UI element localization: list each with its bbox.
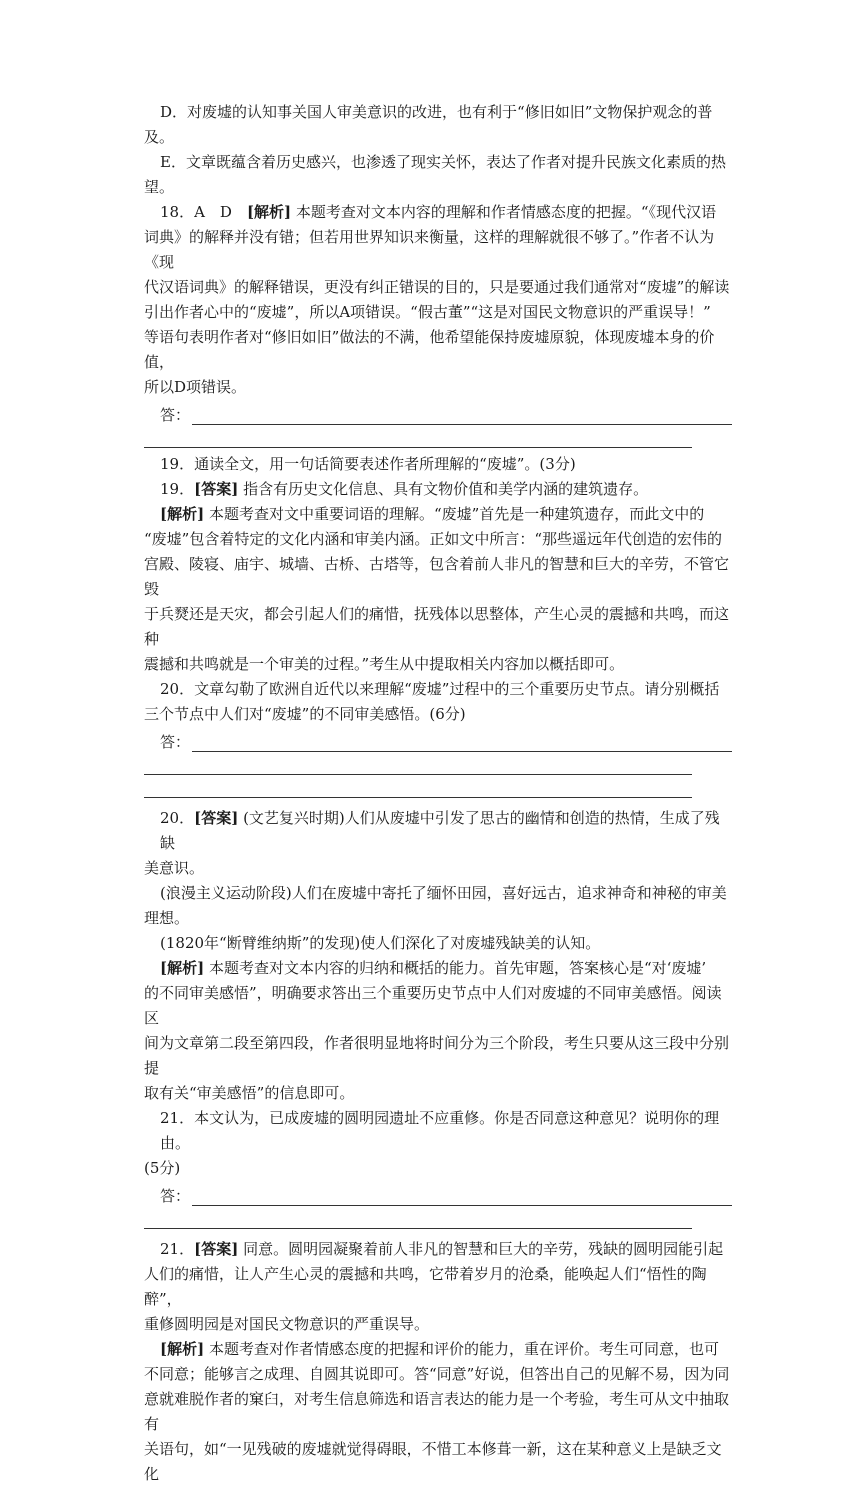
question-20-line2: 三个节点中人们对“废墟”的不同审美感悟。(6分) <box>144 705 466 723</box>
analysis-19-line3: 宫殿、陵寝、庙宇、城墙、古桥、古塔等，包含着前人非凡的智慧和巨大的辛劳，不管它毁 <box>144 555 730 598</box>
analysis-19-line2: “废墟”包含着特定的文化内涵和审美内涵。正如文中所言：“那些遥远年代创造的宏伟的 <box>144 530 723 548</box>
answer-label: 答： <box>160 406 191 424</box>
option-d-line1: D．对废墟的认知事关国人审美意识的改进，也有利于“修旧如旧”文物保护观念的普 <box>160 103 713 121</box>
document-body <box>144 100 732 1487</box>
answer-20-line3: (浪漫主义运动阶段)人们在废墟中寄托了缅怀田园，喜好远古，追求神奇和神秘的审美 <box>160 884 727 902</box>
answer-line-21[interactable] <box>160 1181 732 1206</box>
answer-20-line5: (1820年“断臂维纳斯”的发现)使人们深化了对废墟残缺美的认知。 <box>160 934 601 952</box>
answer-21-line3: 重修圆明园是对国民文物意识的严重误导。 <box>144 1315 430 1333</box>
answer-19: 19．[答案] 指含有历史文化信息、具有文物价值和美学内涵的建筑遗存。 <box>160 480 649 498</box>
answer-20-line2: 美意识。 <box>144 859 205 877</box>
answer-blank[interactable] <box>192 410 732 425</box>
analysis-20-line4: 取有关“审美感悟”的信息即可。 <box>144 1084 355 1102</box>
analysis-21-line1: [解析] 本题考查对作者情感态度的把握和评价的能力，重在评价。考生可同意，也可 <box>160 1340 719 1358</box>
answer-blank[interactable] <box>144 1206 692 1229</box>
q18-analysis-line1: 18．A D [解析] 本题考查对文本内容的理解和作者情感态度的把握。“《现代汉语 <box>160 203 717 221</box>
answer-20-line1: 20．[答案] (文艺复兴时期)人们从废墟中引发了思古的幽情和创造的热情，生成了残缺 <box>160 809 720 852</box>
answer-line-18[interactable] <box>160 400 732 425</box>
analysis-21-line2: 不同意；能够言之成理、自圆其说即可。答“同意”好说，但答出自己的见解不易，因为同 <box>144 1365 730 1383</box>
q18-analysis-line6: 所以D项错误。 <box>144 378 247 396</box>
option-d-line2: 及。 <box>144 128 175 146</box>
answer-blank[interactable] <box>192 1191 732 1206</box>
answer-21-line2: 人们的痛惜，让人产生心灵的震撼和共鸣，它带着岁月的沧桑，能唤起人们“悟性的陶醉”， <box>144 1265 707 1308</box>
q18-analysis-line5: 等语句表明作者对“修旧如旧”做法的不满，他希望能保持废墟原貌，体现废墟本身的价值， <box>144 328 715 371</box>
q18-analysis-line3: 代汉语词典》的解释错误，更没有纠正错误的目的，只是要通过我们通常对“废墟”的解读 <box>144 278 730 296</box>
answer-label: 答： <box>160 733 191 751</box>
answer-label: 答： <box>160 1187 191 1205</box>
analysis-21-line3: 意就难脱作者的窠臼，对考生信息筛选和语言表达的能力是一个考验，考生可从文中抽取有 <box>144 1390 730 1433</box>
answer-blank[interactable] <box>192 737 732 752</box>
answer-blank[interactable] <box>144 752 692 775</box>
question-21-line2: (5分) <box>144 1159 181 1177</box>
question-21-line1: 21．本文认为，已成废墟的圆明园遗址不应重修。你是否同意这种意见？说明你的理由。 <box>160 1109 720 1152</box>
question-20-line1: 20．文章勾勒了欧洲自近代以来理解“废墟”过程中的三个重要历史节点。请分别概括 <box>160 680 720 698</box>
question-19: 19．通读全文，用一句话简要表述作者所理解的“废墟”。(3分) <box>160 455 576 473</box>
answer-20-line4: 理想。 <box>144 909 190 927</box>
q18-analysis-line4: 引出作者心中的“废墟”，所以A项错误。“假古董”“这是对国民文物意识的严重误导！” <box>144 303 711 321</box>
q18-analysis-line2: 词典》的解释并没有错；但若用世界知识来衡量，这样的理解就很不够了。”作者不认为《现 <box>144 228 715 271</box>
analysis-19-line4: 于兵燹还是天灾，都会引起人们的痛惜，抚残体以思整体，产生心灵的震撼和共鸣，而这种 <box>144 605 730 648</box>
answer-21-line1: 21．[答案] 同意。圆明园凝聚着前人非凡的智慧和巨大的辛劳，残缺的圆明园能引起 <box>160 1240 724 1258</box>
analysis-19-line5: 震撼和共鸣就是一个审美的过程。”考生从中提取相关内容加以概括即可。 <box>144 655 625 673</box>
answer-blank[interactable] <box>144 425 692 448</box>
answer-blank[interactable] <box>144 775 692 798</box>
option-e-line2: 望。 <box>144 178 175 196</box>
analysis-20-line1: [解析] 本题考查对文本内容的归纳和概括的能力。首先审题，答案核心是“对‘废墟’ <box>160 959 707 977</box>
analysis-21-line4: 关语句，如“一见残破的废墟就觉得碍眼，不惜工本修葺一新，这在某种意义上是缺乏文化 <box>144 1440 722 1483</box>
option-e-line1: E．文章既蕴含着历史感兴，也渗透了现实关怀，表达了作者对提升民族文化素质的热 <box>160 153 726 171</box>
answer-line-20[interactable] <box>160 727 732 752</box>
analysis-20-line2: 的不同审美感悟”，明确要求答出三个重要历史节点中人们对废墟的不同审美感悟。阅读区 <box>144 984 722 1027</box>
analysis-20-line3: 间为文章第二段至第四段，作者很明显地将时间分为三个阶段，考生只要从这三段中分别提 <box>144 1034 730 1077</box>
analysis-19-line1: [解析] 本题考查对文中重要词语的理解。“废墟”首先是一种建筑遗存，而此文中的 <box>160 505 705 523</box>
